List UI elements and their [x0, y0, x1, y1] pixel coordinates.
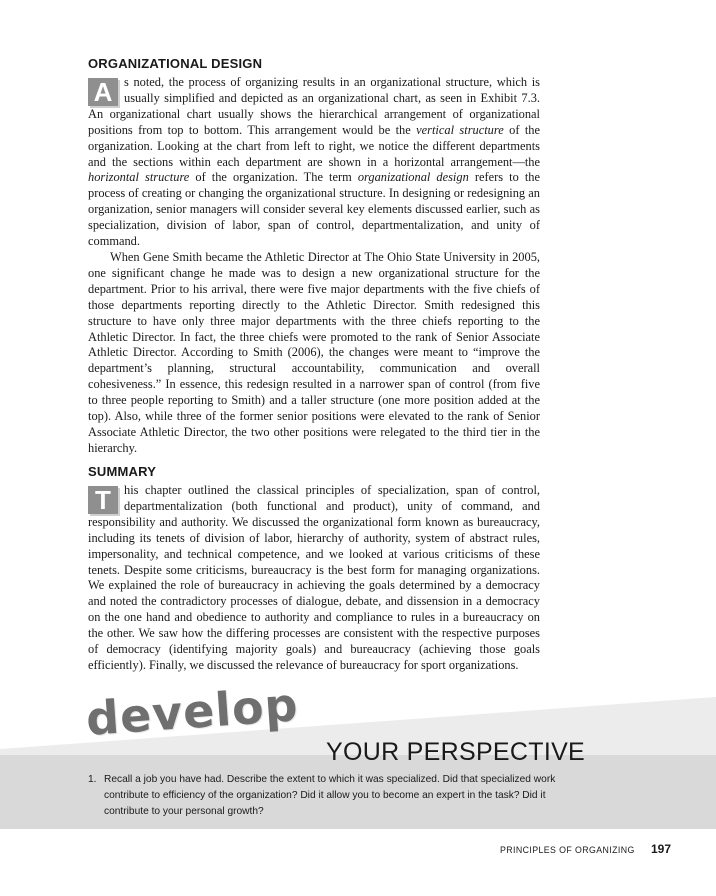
summary-section — [88, 464, 540, 674]
paragraph-text: refers to the process of creating or changing the organizational structure. In designing or redesigning an organization, senior managers will consider several key elements discussed earlier, such as specialization, division of labor, span of control, departmentalization, and unity of command. — [88, 170, 540, 249]
emphasis-text: horizontal structure — [88, 170, 190, 185]
section-heading: SUMMARY — [88, 464, 157, 479]
paragraph-text: s noted, the process of organizing results in an organizational structure, which is usually simplified and depicted as an organizational chart, as seen in Exhibit 7.3. An organizational chart usually shows the hierarchical arrangement of organizational positions from top to bottom. This arrangement would be the — [88, 75, 540, 137]
page-number: 197 — [651, 842, 672, 856]
question-item — [88, 772, 558, 820]
paragraph-text: of the organization. Looking at the chart from left to right, we notice the different departments and the sections within each department are shown in a horizontal arrangement—the — [88, 122, 541, 169]
paragraph-text: of the organization. The term — [189, 170, 358, 185]
develop-wordmark: develop — [84, 677, 301, 746]
question-text: Recall a job you have had. Describe the extent to which it was specialized. Did that specialized work contribute to efficiency of the organization? Did it allow you to become an expert in the task? Did it contribute to your personal growth? — [104, 774, 556, 817]
emphasis-text: vertical structure — [416, 122, 504, 137]
drop-cap: T — [88, 486, 118, 514]
paragraph-text: his chapter outlined the classical principles of specialization, span of control, departmentalization (both functional and product), unity of command, and responsibility and authority. We discussed the organizational form known as bureaucracy, including its tenets of division of labor, hierarchy of authority, system of abstract rules, impersonality, and technical competence, and we looked at various criticisms of these tenets. Despite some criticisms, bureaucracy is the best form for managing organizations. We explained the role of bureaucracy in achieving the goals determined by a democracy and noted the contradictory processes of dialogue, debate, and dissension in a democracy on the one hand and obedience to authority and compliance to rules in a bureaucracy on the other. We saw how the differing processes are consistent with the respective purposes of democracy (identifying majority goals) and bureaucracy (achieving those goals efficiently). Finally, we discussed the relevance of bureaucracy for sport organizations. — [88, 483, 540, 672]
emphasis-text: organizational design — [357, 170, 469, 185]
section-heading: ORGANIZATIONAL DESIGN — [88, 56, 263, 71]
perspective-title: YOUR PERSPECTIVE — [326, 738, 586, 766]
running-footer-title: PRINCIPLES OF ORGANIZING — [500, 845, 635, 855]
section-body — [88, 75, 540, 457]
org-design-section — [88, 56, 540, 457]
paragraph: When Gene Smith became the Athletic Director at The Ohio State University in 2005, one significant change he made was to design a new organizational structure for the department. Prior to his arrival, there were five major departments with the five chiefs of those departments reporting directly to the Athletic Director. Smith redesigned this structure to have only three major departments with the three chiefs reporting to the Athletic Director. In fact, the three chiefs were promoted to the rank of Senior Associate Athletic Director. According to Smith (2006), the changes were meant to “improve the department’s planning, structural accountability, communication and overall cohesiveness.” In essence, this redesign resulted in a narrower span of control (from five to three people reporting to Smith) and a taller structure (one more position added at the top). Also, while three of the former senior positions were elevated to the rank of Senior Associate Athletic Director, the two other positions were relegated to the third tier in the hierarchy. — [88, 249, 540, 455]
drop-cap: A — [88, 78, 118, 106]
question-number: 1. — [88, 774, 97, 785]
section-body — [88, 483, 540, 674]
